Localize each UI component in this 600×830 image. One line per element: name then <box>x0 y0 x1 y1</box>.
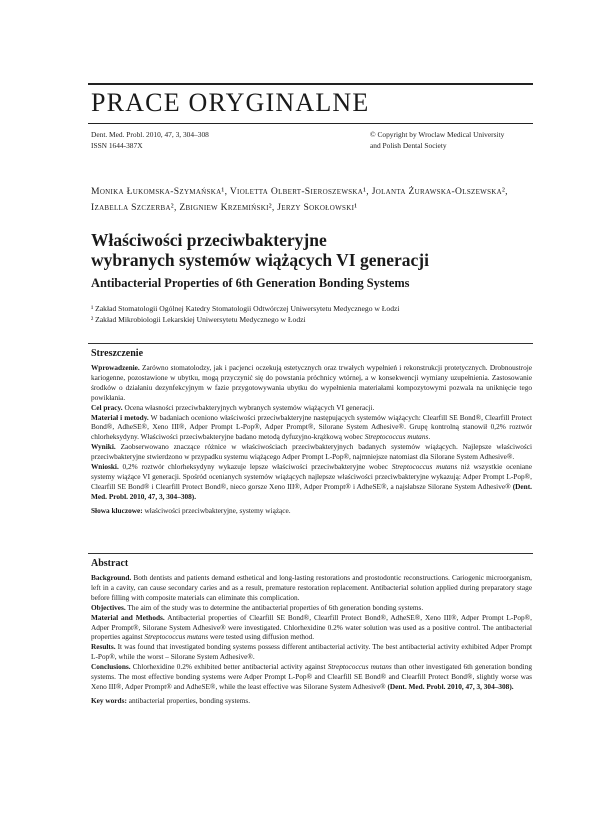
text-wnioski-1: 0,2% roztwór chlorheksydyny wykazuje lepsze właściwości przeciwbakteryjne wobec <box>118 462 392 472</box>
text-wyniki: Zaobserwowano znaczące różnice w właściwościach przeciwbakteryjnych badanych systemów wiążących. Najlepsze właściwości przeciwbakteryjne stwierdzono w przypadku systemu wiążącego Adper Prompt L-Pop®, najmniejsze natomiast dla Silorane System Adhesive®. <box>91 442 532 462</box>
copyright-info <box>370 129 504 151</box>
streszczenie-heading: Streszczenie <box>91 348 144 359</box>
label-wprowadzenie: Wprowadzenie. <box>91 363 140 372</box>
label-conclusions: Conclusions. <box>91 662 131 672</box>
label-results: Results. <box>91 642 116 652</box>
species-methods: Streptococcus mutans <box>144 632 209 642</box>
species-material: Streptococcus mutans <box>364 432 429 442</box>
citation-line: Dent. Med. Probl. 2010, 47, 3, 304–308 <box>91 130 209 139</box>
paragraph-results <box>91 642 532 662</box>
title-polish <box>91 230 536 270</box>
citation-conclusions: (Dent. Med. Probl. 2010, 47, 3, 304–308). <box>387 681 514 691</box>
text-wprowadzenie: Zarówno stomatolodzy, jak i pacjenci oczekują estetycznych oraz trwałych wypełnień i rekonstrukcji protetycznych. Drobnoustroje kariogenne, pozostawione w ubytku, mogą przyczynić się do powstania próchnicy wtórnej, a w konsekwencji wymiany uzupełnienia. Zastosowanie środków o działaniu dezynfekcyjnym w fazie przygotowywania ubytku do wypełnienia materiałami kompozytowymi pozwala na uniknięcie tego powikłania. <box>91 363 532 402</box>
text-conclusions-1: Chlorhexidine 0.2% exhibited better antibacterial activity against <box>130 662 328 672</box>
paragraph-methods <box>91 613 532 643</box>
paragraph-material <box>91 413 532 443</box>
label-cel: Cel pracy. <box>91 402 123 412</box>
header-rule-bottom <box>88 123 533 124</box>
issn: ISSN 1644-387X <box>91 141 143 150</box>
label-wyniki: Wyniki. <box>91 442 116 452</box>
paragraph-background <box>91 573 532 603</box>
text-material-end: . <box>428 432 431 442</box>
paragraph-key-words <box>91 696 532 706</box>
copyright-line-1: © Copyright by Wroclaw Medical University <box>370 130 505 139</box>
label-slowa-kluczowe: Słowa kluczowe: <box>91 505 143 515</box>
affiliation-1: ¹ Zakład Stomatologii Ogólnej Katedry Stomatologii Odtwórczej Uniwersytetu Medycznego w Łodzi <box>91 304 400 313</box>
paragraph-wnioski <box>91 462 532 502</box>
abstract-heading: Abstract <box>91 558 129 569</box>
label-wnioski: Wnioski. <box>91 462 119 472</box>
citation-wnioski: (Dent. Med. Probl. 2010, 47, 3, 304–308). <box>91 481 532 501</box>
title-polish-line-1: Właściwości przeciwbakteryjne <box>91 230 327 250</box>
affiliation-2: ² Zakład Mikrobiologii Lekarskiej Uniwersytetu Medycznego w Łodzi <box>91 314 306 324</box>
title-english: Antibacterial Properties of 6th Generation Bonding Systems <box>91 276 410 290</box>
paragraph-conclusions <box>91 662 532 692</box>
label-methods: Material and Methods. <box>91 612 165 622</box>
paragraph-slowa-kluczowe <box>91 506 532 516</box>
publication-info <box>91 129 209 151</box>
species-wnioski: Streptococcus mutans <box>391 462 458 472</box>
abstract-rule <box>88 553 533 554</box>
label-background: Background. <box>91 573 132 582</box>
section-title: PRACE ORYGINALNE <box>91 88 370 117</box>
label-objectives: Objectives. <box>91 602 126 612</box>
text-methods-2: were tested using diffusion method. <box>208 632 315 642</box>
text-methods-1: Antibacterial properties of Clearfill SE Bond®, Clearfill Protect Bond®, AdheSE®, Xeno III®, Adper Prompt L-Pop®, Adper Prompt®, Silorane System Adhesive® were investigated. Chlorhexidine 0.2% water solution was used as a positive control. The antibacterial properties against <box>91 612 533 642</box>
paragraph-wyniki <box>91 442 532 462</box>
label-material: Materiał i metody. <box>91 412 149 422</box>
paragraph-wprowadzenie <box>91 363 532 403</box>
text-background: Both dentists and patients demand esthetical and long-lasting restorations and prostodontic reconstructions. Cariogenic microorganism, left in a cavity, can cause secondary caries and as a result, premature restoration replacement. Antibacterial solution applied during preparatory stage before filling with composite materials can eliminate this complication. <box>91 573 532 602</box>
text-wnioski-2: niż wszystkie oceniane systemy wiążące VI generacji. Spośród ocenianych systemów wiążących najlepsze właściwości przeciwbakteryjne wykazują: Adper Prompt L-Pop®, Clearfill SE Bond® i Clearfill Protect Bond®, nieco gorsze Xeno III®, Adper Prompt® i AdheSE®, a najsłabsze Silorane System Adhesive® <box>91 462 532 491</box>
streszczenie-body <box>91 363 532 516</box>
header-rule-top <box>88 83 533 85</box>
streszczenie-rule <box>88 343 533 344</box>
text-objectives: The aim of the study was to determine the antibacterial properties of 6th generation bonding systems. <box>125 602 424 612</box>
text-material: W badaniach oceniono właściwości przeciwbakteryjne następujących systemów wiążących: Clearfill SE Bond®, Clearfill Protect Bond®, AdheSE®, Xeno III®, Adper Prompt L-Pop®, Adper Prompt®, Silorane System Adhesive®. Grupę kontrolną stanowił 0,2% roztwór chlorheksydyny. Właściwości przeciwbakteryjne badano metodą dyfuzyjno-krążkową wobec <box>91 412 532 442</box>
text-conclusions-2: than other investigated 6th generation bonding systems. The most effective bonding systems were Adper Prompt L-Pop® and Clearfill SE Bond® and Clearfill Protect Bond®, slightly worse was Xeno III®, Adper Prompt® and AdheSE®, while the least effective was Silorane System Adhesive® <box>91 662 532 691</box>
affiliations <box>91 304 536 325</box>
copyright-line-2: and Polish Dental Society <box>370 141 447 150</box>
label-key-words: Key words: <box>91 695 127 705</box>
abstract-body <box>91 573 532 706</box>
species-conclusions: Streptococcus mutans <box>327 662 392 672</box>
text-cel: Ocena własności przeciwbakteryjnych wybranych systemów wiążących VI generacji. <box>122 402 375 412</box>
authors: Monika Łukomska-Szymańska¹, Violetta Olbert-Sieroszewska¹, Jolanta Żurawska-Olszewska², Izabella Szczerba², Zbigniew Krzemiński², Jerzy Sokołowski¹ <box>91 186 508 213</box>
text-results: It was found that investigated bonding systems possess different antibacterial activity. The best antibacterial activity exhibited Adper Prompt L-Pop®, while the worst – Silorane System Adhesive®. <box>91 642 532 662</box>
title-polish-line-2: wybranych systemów wiążących VI generacji <box>91 250 429 270</box>
text-slowa-kluczowe: właściwości przeciwbakteryjne, systemy wiążące. <box>142 505 291 515</box>
paragraph-cel <box>91 403 532 413</box>
paragraph-objectives <box>91 603 532 613</box>
text-key-words: antibacterial properties, bonding systems. <box>126 695 251 705</box>
